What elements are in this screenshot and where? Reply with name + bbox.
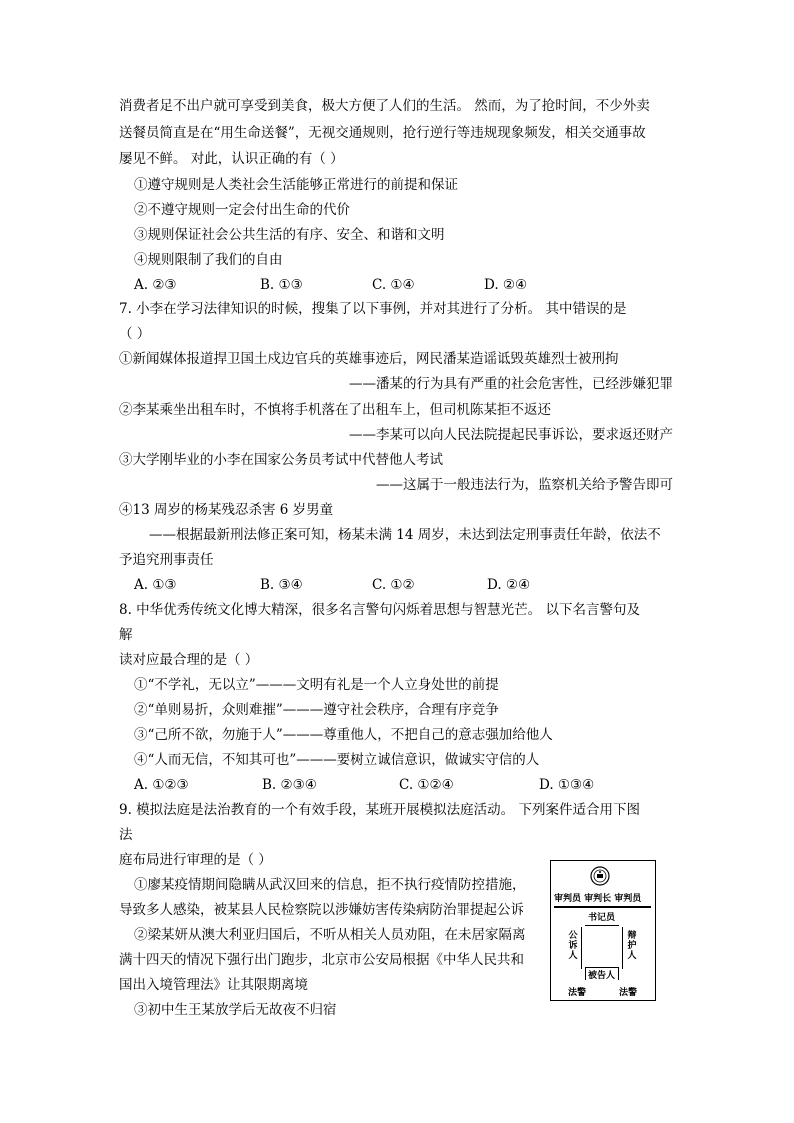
q6-option-c: C. ①④ bbox=[372, 277, 415, 293]
defendant-label: 被告人 bbox=[588, 971, 616, 981]
q7-item-3: ③大学刚毕业的小李在国家公务员考试中代替他人考试 bbox=[119, 452, 443, 468]
q6-option-a: A. ②③ bbox=[134, 277, 177, 293]
police-left-label: 法警 bbox=[568, 988, 587, 998]
q7-item-2: ②李某乘坐出租车时，不慎将手机落在了出租车上，但司机陈某拒不返还 bbox=[119, 402, 551, 418]
clerk-label: 书记员 bbox=[588, 913, 616, 923]
q6-item-2: ②不遵守规则一定会付出生命的代价 bbox=[134, 202, 350, 218]
q8-stem-line-1: 8. 中华优秀传统文化博大精深，很多名言警句闪烁着思想与智慧光芒。 以下名言警句及 bbox=[119, 602, 640, 618]
q9-item-3: ③初中生王某放学后无故夜不归宿 bbox=[134, 1002, 337, 1018]
q8-item-4: ④“人而无信，不知其可也”———要树立诚信意识，做诚实守信的人 bbox=[134, 752, 540, 768]
q6-option-d: D. ②④ bbox=[484, 277, 528, 293]
q9-stem-line-3: 庭布局进行审理的是（ ） bbox=[119, 852, 272, 868]
q7-item-1-note: ——潘某的行为具有严重的社会危害性，已经涉嫌犯罪 bbox=[349, 376, 673, 392]
prosecutor-label: 公诉人 bbox=[568, 931, 578, 961]
q8-item-2: ②“单则易折，众则难摧”———遵守社会秩序，合理有序竞争 bbox=[134, 702, 499, 718]
q7-item-4: ④13 周岁的杨某残忍杀害 6 岁男童 bbox=[119, 502, 334, 518]
q7-option-a: A. ①③ bbox=[134, 577, 177, 593]
q7-stem-line-2: （ ） bbox=[119, 326, 151, 342]
q7-item-2-note: ——李某可以向人民法院提起民事诉讼，要求返还财产 bbox=[349, 427, 673, 443]
q8-option-b: B. ②③④ bbox=[262, 777, 317, 793]
q8-item-3: ③“己所不欲，勿施于人”———尊重他人，不把自己的意志强加给他人 bbox=[134, 727, 553, 743]
q6-item-4: ④规则限制了我们的自由 bbox=[134, 252, 283, 268]
q6-item-1: ①遵守规则是人类社会生活能够正常进行的前提和保证 bbox=[134, 177, 458, 193]
q7-item-4-note-line-2: 予追究刑事责任 bbox=[119, 552, 214, 568]
q8-item-1: ①“不学礼，无以立”———文明有礼是一个人立身处世的前提 bbox=[134, 677, 499, 693]
national-emblem-icon bbox=[590, 866, 610, 886]
q6-option-b: B. ①③ bbox=[260, 277, 303, 293]
q7-stem-line-1: 7. 小李在学习法律知识的时候，搜集了以下事例，并对其进行了分析。 其中错误的是 bbox=[119, 301, 627, 317]
q9-item-1-line-1: ①廖某疫情期间隐瞒从武汉回来的信息，拒不执行疫情防控措施， bbox=[134, 877, 526, 893]
q6-stem-line-2: 送餐员简直是在“用生命送餐”，无视交通规则，抢行逆行等违规现象频发，相关交通事故 bbox=[119, 125, 646, 141]
q8-stem-line-3: 读对应最合理的是（ ） bbox=[119, 652, 259, 668]
q9-item-2-line-2: 满十四天的情况下强行出门跑步，北京市公安局根据《中华人民共和 bbox=[119, 952, 524, 968]
defender-label: 辩护人 bbox=[627, 931, 637, 961]
police-right-label: 法警 bbox=[619, 988, 638, 998]
court-layout-diagram bbox=[550, 860, 656, 1001]
q9-stem-line-2: 法 bbox=[119, 827, 133, 843]
q6-stem-line-3: 屡见不鲜。 对此，认识正确的有（ ） bbox=[119, 151, 344, 167]
judges-label: 审判员 审判长 审判员 bbox=[554, 894, 642, 904]
q9-stem-line-1: 9. 模拟法庭是法治教育的一个有效手段，某班开展模拟法庭活动。 下列案件适合用下图 bbox=[119, 802, 640, 818]
q7-option-b: B. ③④ bbox=[260, 577, 303, 593]
defendant-rail-top bbox=[585, 967, 619, 968]
q7-item-4-note-line-1: ——根据最新刑法修正案可知，杨某未满 14 周岁，未达到法定刑事责任年龄，依法不 bbox=[149, 527, 661, 543]
q8-option-a: A. ①②③ bbox=[134, 777, 189, 793]
q8-option-c: C. ①②④ bbox=[399, 777, 454, 793]
q9-item-1-line-2: 导致多人感染，被某县人民检察院以涉嫌妨害传染病防治罪提起公诉 bbox=[119, 902, 524, 918]
defendant-rail-left bbox=[585, 967, 586, 980]
q8-option-d: D. ①③④ bbox=[539, 777, 595, 793]
q6-stem-line-1: 消费者足不出户就可享受到美食，极大方便了人们的生活。 然而，为了抢时间，不少外卖 bbox=[119, 98, 650, 114]
q7-item-3-note: ——这属于一般违法行为，监察机关给予警告即可 bbox=[376, 477, 673, 493]
defendant-rail-right bbox=[618, 967, 619, 980]
prosecutor-desk-line bbox=[581, 927, 582, 969]
q7-option-c: C. ①② bbox=[372, 577, 415, 593]
q6-item-3: ③规则保证社会公共生活的有序、安全、和谐和文明 bbox=[134, 227, 445, 243]
q8-stem-line-2: 解 bbox=[119, 627, 133, 643]
defender-desk-line bbox=[622, 927, 623, 969]
q9-item-2-line-3: 国出入境管理法》让其限期离境 bbox=[119, 977, 308, 993]
q7-item-1: ①新闻媒体报道捍卫国土戍边官兵的英雄事迹后，网民潘某造谣诋毁英雄烈士被刑拘 bbox=[119, 351, 619, 367]
q9-item-2-line-1: ②梁某妍从澳大利亚归国后，不听从相关人员劝阻，在未居家隔离 bbox=[134, 927, 526, 943]
judges-bench-line bbox=[554, 906, 651, 908]
clerk-desk-line bbox=[585, 925, 619, 926]
q7-option-d: D. ②④ bbox=[487, 577, 531, 593]
